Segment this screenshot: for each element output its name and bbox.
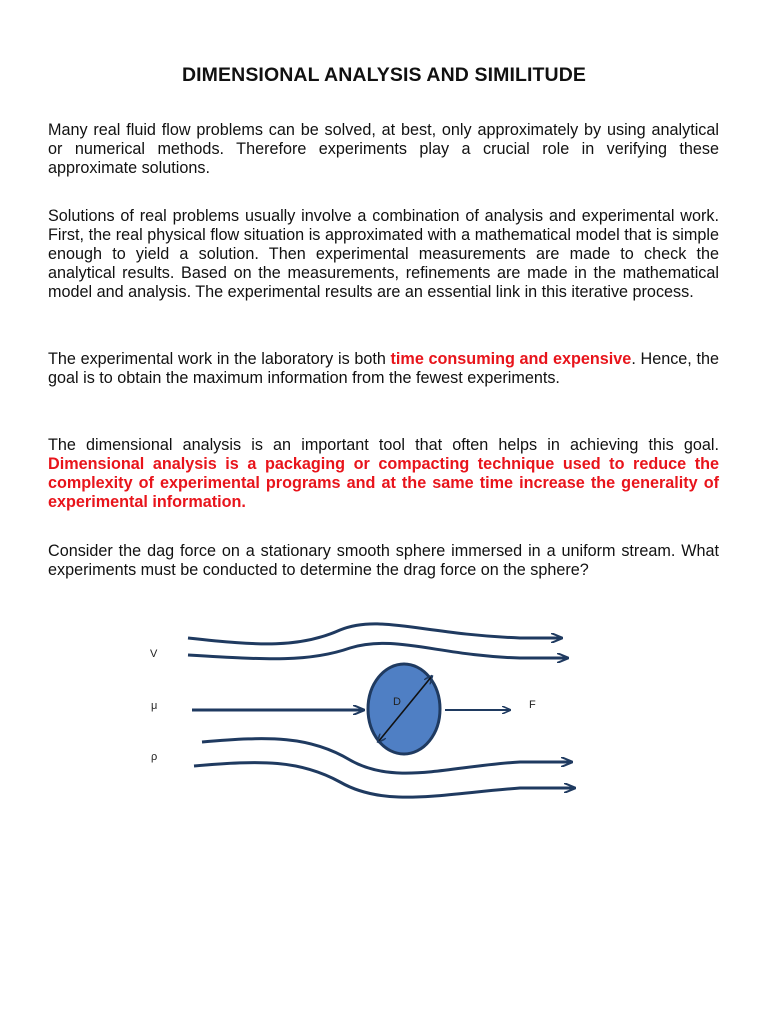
streamline-bottom-outer [194, 763, 575, 798]
paragraph-text: The experimental work in the laboratory is both [48, 350, 391, 368]
paragraph-solutions: Solutions of real problems usually involve a combination of analysis and experimental work. First, the real physical flow situation is approximated with a mathematical model that is simple enough to yield a solution. Then experimental measurements are made to check the analytical results. Based on the measurements, refinements are made in the mathematical model and analysis. The experimental results are an essential link in this iterative process. [48, 207, 719, 301]
paragraph-experimental-work [48, 350, 719, 388]
label-diameter: D [393, 696, 401, 708]
paragraph-dimensional-analysis [48, 436, 719, 512]
label-viscosity: μ [151, 700, 158, 712]
streamline-top-inner [188, 643, 568, 658]
diagram-svg [0, 600, 768, 840]
highlighted-text: Dimensional analysis is a packaging or compacting technique used to reduce the complexity of experimental programs and at the same time increase the generality of experimental information. [48, 455, 719, 511]
paragraph-drag-question: Consider the dag force on a stationary smooth sphere immersed in a uniform stream. What experiments must be conducted to determine the drag force on the sphere? [48, 542, 719, 579]
label-force: F [529, 699, 536, 711]
paragraph-text: . Hence, the goal is to obtain the maximum information from the fewest experiments. [48, 350, 719, 387]
highlighted-text: time consuming and expensive [390, 350, 632, 368]
label-velocity: V [150, 648, 158, 660]
sphere-flow-diagram [0, 600, 768, 840]
page-title: DIMENSIONAL ANALYSIS AND SIMILITUDE [181, 64, 586, 86]
label-density: ρ [151, 751, 158, 763]
paragraph-text: The dimensional analysis is an important tool that often helps in achieving this goal. [48, 436, 719, 454]
paragraph-intro: Many real fluid flow problems can be solved, at best, only approximately by using analytical or numerical methods. Therefore experiments play a crucial role in verifying these approximate solutions. [48, 121, 719, 177]
streamline-top-outer [188, 624, 562, 644]
